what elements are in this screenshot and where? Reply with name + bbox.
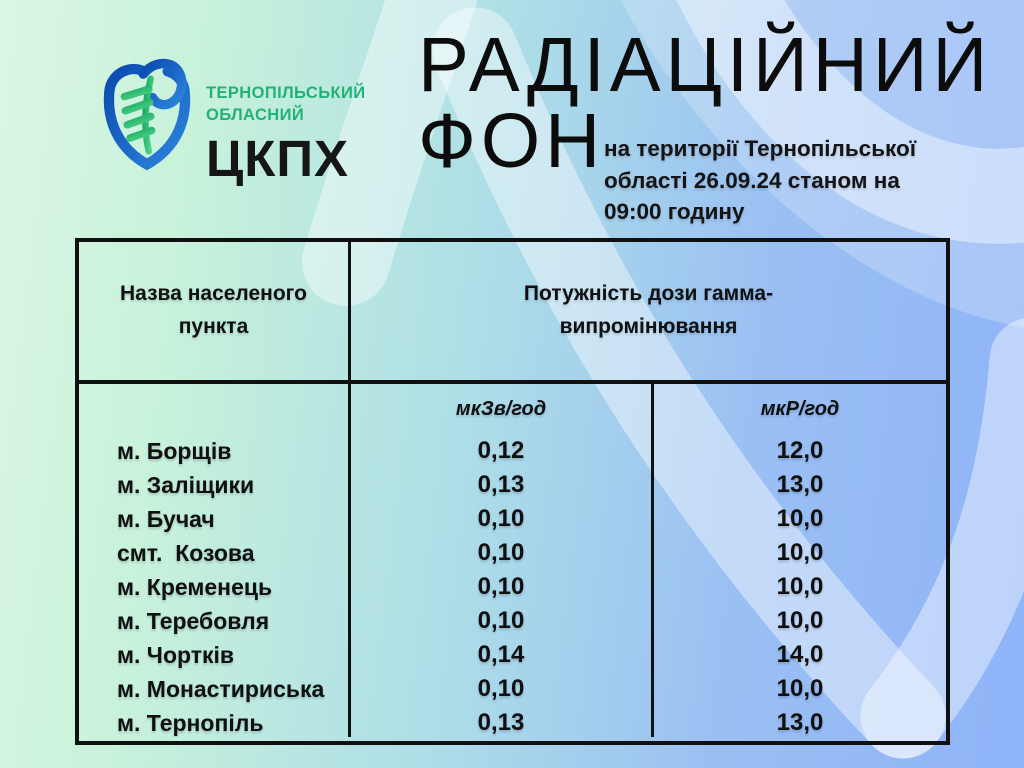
ur-value: 13,0: [776, 471, 824, 498]
brand-block: [100, 58, 366, 187]
settlement-name: м. Чортків: [117, 642, 235, 668]
usv-value: 0,10: [477, 607, 525, 634]
ur-value: 10,0: [776, 607, 824, 634]
usv-value: 0,13: [477, 471, 525, 498]
ur-value: 10,0: [776, 675, 824, 702]
column-microroentgen: [654, 384, 946, 737]
page-title-line1: РАДІАЦІЙНИЙ: [418, 22, 993, 108]
org-name-line1: ТЕРНОПІЛЬСЬКИЙ: [206, 84, 366, 102]
settlement-name: м. Теребовля: [117, 608, 270, 634]
column-settlements: [79, 384, 351, 737]
unit-microsievert-label: мкЗв/год: [455, 398, 547, 420]
settlement-name: м. Тернопіль: [117, 710, 264, 736]
usv-value: 0,10: [477, 505, 525, 532]
usv-value: 0,14: [477, 641, 525, 668]
page-subtitle: на території Тернопільської області 26.09.24 станом на 09:00 годину: [604, 136, 917, 224]
brand-text: [206, 58, 366, 187]
radiation-table: [75, 238, 950, 745]
page-title-line2: ФОН: [418, 98, 606, 184]
ur-value: 10,0: [776, 539, 824, 566]
ur-value: 14,0: [776, 641, 824, 668]
header-dose-rate: Потужність дози гамма-випромінювання: [523, 282, 774, 338]
org-name-line2: ОБЛАСНИЙ: [206, 106, 305, 125]
ur-value: 10,0: [776, 573, 824, 600]
ur-value: 10,0: [776, 505, 824, 532]
usv-value: 0,13: [477, 709, 525, 736]
table-header-row: [79, 242, 946, 384]
ur-value: 12,0: [776, 437, 824, 464]
settlement-name: м. Бучач: [117, 506, 215, 532]
unit-microroentgen-label: мкР/год: [760, 398, 840, 420]
settlement-name: м. Монастириська: [117, 676, 325, 702]
usv-value: 0,10: [477, 573, 525, 600]
ur-value: 13,0: [776, 709, 824, 736]
settlement-name: м. Кременець: [117, 574, 273, 600]
org-shield-logo-icon: [100, 58, 194, 173]
header-settlement: Назва населеного пункта: [79, 242, 351, 380]
table-body: [79, 384, 946, 737]
settlement-name: м. Борщів: [117, 438, 232, 464]
usv-value: 0,10: [477, 539, 525, 566]
settlement-name: м. Заліщики: [117, 472, 255, 498]
column-microsievert: [351, 384, 654, 737]
settlement-name: смт. Козова: [117, 540, 255, 566]
usv-value: 0,10: [477, 675, 525, 702]
org-abbreviation: ЦКПХ: [206, 129, 350, 187]
usv-value: 0,12: [477, 437, 525, 464]
